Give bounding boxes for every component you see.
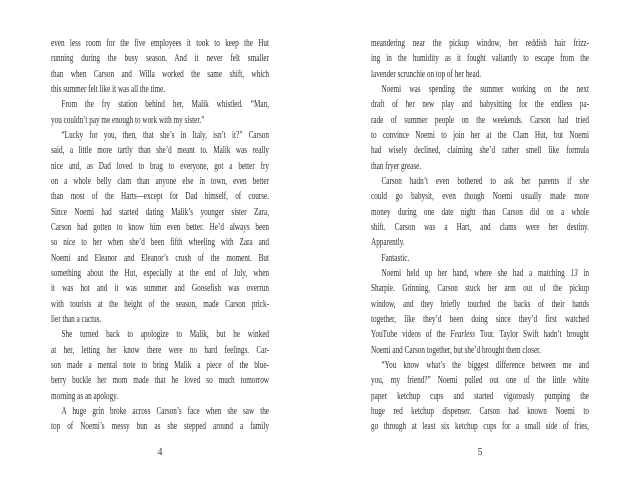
text-line: meandering near the pickup window, her reddish hair frizz- — [371, 38, 589, 49]
text-line: it was hot and it was summer and Goosefish was overrun — [51, 283, 269, 295]
text-line: A huge grin broke across Carson’s face when she saw the — [61, 405, 269, 417]
text-line: Carson had gotten to know him even better. He’d always been — [51, 221, 269, 233]
text-line: at her, letting her know there were no hard feelings. Car- — [51, 344, 269, 356]
text-line: YouTube videos of the Fearless Tour. Taylor Swift hadn’t brought — [371, 329, 589, 341]
text-line: “Lucky for you, then, that she’s in Italy, isn’t it?” Carson — [61, 129, 269, 141]
page-left-text-block — [51, 36, 269, 438]
text-line: nice and, as Dad loved to brag to everyone, got a better fry — [51, 160, 269, 172]
page-number-right: 5 — [477, 447, 483, 458]
text-line: to convince Noemi to join her at the Clam Hut, but Noemi — [371, 129, 589, 141]
page-number-left: 4 — [157, 447, 163, 458]
text-line: together, like they’d been doing since they’d first watched — [371, 313, 589, 325]
text-line: Carson hadn’t even bothered to ask her parents if she — [381, 175, 589, 187]
text-line: lavender scrunchie on top of her head. — [371, 68, 482, 80]
text-line: window, and they briefly touched the backs of their hands — [371, 298, 589, 310]
text-line: even less room for the five employees it took to keep the Hut — [51, 38, 269, 49]
text-line: rade of summer people on the weekends. Carson had tried — [371, 114, 589, 126]
text-line: you couldn’t pay me enough to work with my sister.” — [51, 114, 205, 126]
text-line: Since Noemi had started dating Malik’s younger sister Zara, — [51, 206, 269, 218]
text-line: Sharpie. Grinning, Carson stuck her arm out of the pickup — [371, 283, 589, 295]
text-line: Noemi was spending the summer working on the next — [381, 83, 589, 95]
text-line: than when Carson and Willa worked the same shift, which — [51, 68, 269, 80]
text-line: From the fry station behind her, Malik whistled. “Man, — [61, 99, 269, 111]
text-line: Noemi held up her hand, where she had a matching 13 in — [381, 267, 589, 279]
text-line: She turned back to apologize to Malik, but he winked — [61, 329, 269, 341]
text-line: money during one date night than Carson did on a whole — [371, 206, 589, 218]
text-line: Fantastic. — [381, 252, 410, 264]
page-right-text — [371, 36, 589, 435]
text-line: this summer felt like it was all the time. — [51, 83, 166, 95]
text-line: go through at least six ketchup cups for a small side of fries, — [371, 421, 589, 433]
text-line: berry buckle her mom made that he loved so much tomorrow — [51, 375, 269, 387]
text-line: draft of her new play and babysitting for the endless pa- — [371, 99, 589, 111]
text-line: had wisely declined, claiming she’d rather smell like formula — [371, 145, 589, 157]
page-right-text-block — [371, 36, 589, 438]
text-line: Noemi and Eleanor and Eleanor’s crush of the moment. But — [51, 252, 269, 264]
text-line: than most of the Harts—except for Dad himself, of course. — [51, 191, 269, 203]
text-line: son made a mental note to bring Malik a piece of the blue- — [51, 359, 269, 371]
text-line: than fryer grease. — [371, 160, 422, 172]
text-line: top of Noemi’s messy bun as she stepped around a family — [51, 421, 269, 433]
text-line: said, a little more tartly than she’d meant to. Malik was really — [51, 145, 269, 157]
text-line: huge red ketchup dispenser. Carson had known Noemi to — [371, 405, 589, 417]
text-line: morning as an apology. — [51, 390, 119, 402]
text-line: shift. Carson was a Hart, and clams were her destiny. — [371, 221, 589, 233]
text-line: Noemi and Carson together, but she’d brought them closer. — [371, 344, 541, 356]
text-line: ing in the humidity as it fought valiantly to escape from the — [371, 53, 589, 65]
text-line: Apparently. — [371, 237, 405, 249]
text-line: on a whole belly clam than anyone else in town, even better — [51, 175, 269, 187]
text-line: running during the busy season. And it never felt smaller — [51, 53, 269, 65]
text-line: you, my friend?” Noemi pulled out one of the little white — [371, 375, 589, 387]
text-line: “You know what’s the biggest difference between me and — [381, 359, 589, 371]
text-line: with tourists at the height of the season, made Carson prick- — [51, 298, 269, 310]
page-left-text — [51, 36, 269, 435]
text-line: could go babysit, even though Noemi usually made more — [371, 191, 589, 203]
text-line: something about the Hut, especially at the end of July, when — [51, 267, 269, 279]
page-right — [320, 0, 640, 480]
text-line: so nice to her when she’d been fifth wheeling with Zara and — [51, 237, 269, 249]
text-line: paper ketchup cups and started vigorously pumping the — [371, 390, 589, 402]
text-line: lier than a cactus. — [51, 313, 102, 325]
